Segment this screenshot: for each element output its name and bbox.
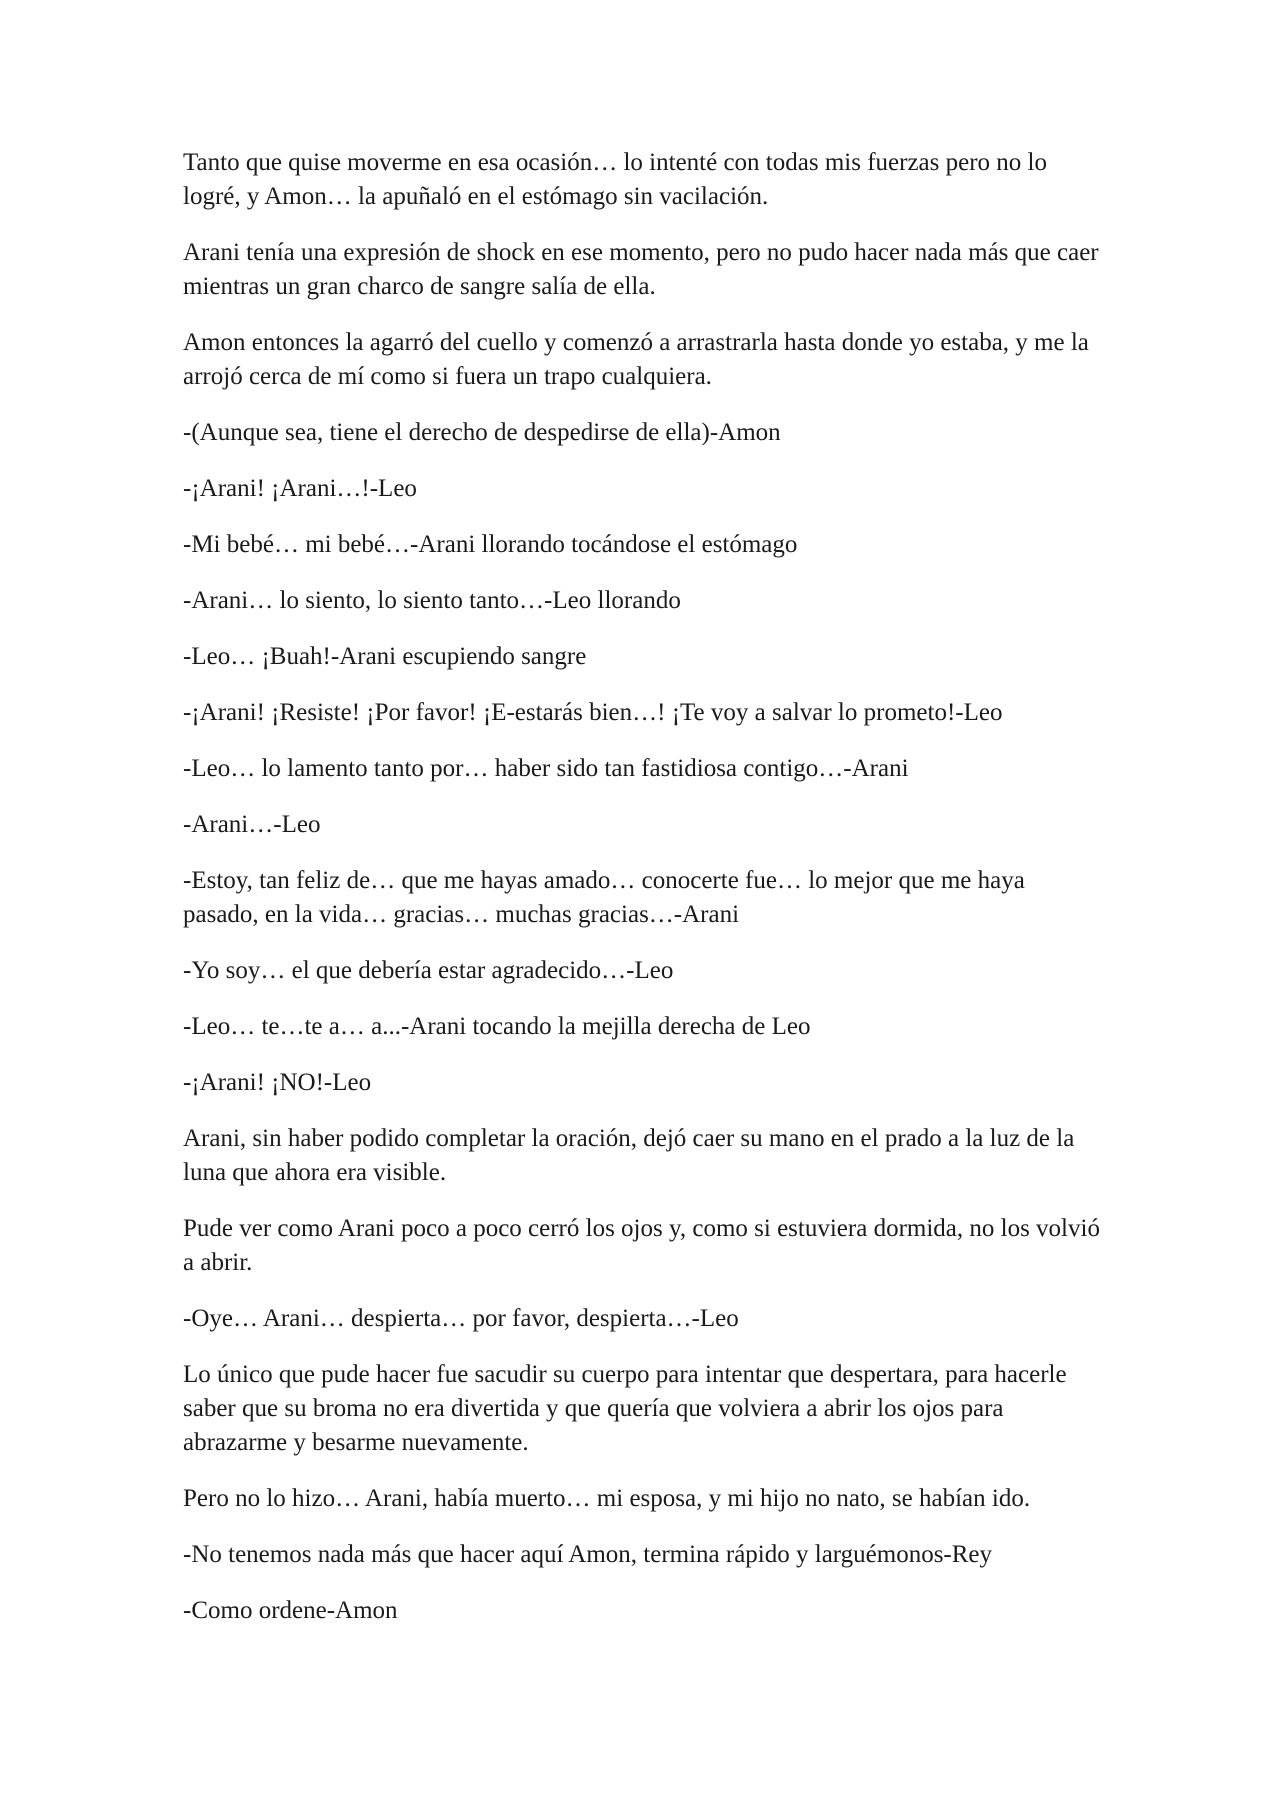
paragraph: Arani, sin haber podido completar la oración, dejó caer su mano en el prado a la luz de la luna que ahora era visible. bbox=[183, 1125, 1075, 1186]
paragraph: Tanto que quise moverme en esa ocasión… lo intenté con todas mis fuerzas pero no lo logré, y Amon… la apuñaló en el estómago sin vacilación. bbox=[183, 149, 1047, 210]
paragraph: Pude ver como Arani poco a poco cerró los ojos y, como si estuviera dormida, no los volvió a abrir. bbox=[183, 1215, 1100, 1276]
dialogue-line: -(Aunque sea, tiene el derecho de despedirse de ella)-Amon bbox=[183, 419, 781, 446]
paragraph: Lo único que pude hacer fue sacudir su cuerpo para intentar que despertara, para hacerle saber que su broma no era divertida y que quería que volviera a abrir los ojos para abrazarme y besarme nuevamente. bbox=[183, 1361, 1067, 1456]
dialogue-line: -No tenemos nada más que hacer aquí Amon, termina rápido y larguémonos-Rey bbox=[183, 1541, 993, 1568]
dialogue-line: -Como ordene-Amon bbox=[183, 1597, 398, 1624]
dialogue-line: -Arani… lo siento, lo siento tanto…-Leo llorando bbox=[183, 587, 681, 614]
dialogue-line: -Yo soy… el que debería estar agradecido…-Leo bbox=[183, 957, 674, 984]
dialogue-line: -Leo… ¡Buah!-Arani escupiendo sangre bbox=[183, 643, 587, 670]
dialogue-line: -¡Arani! ¡NO!-Leo bbox=[183, 1069, 372, 1096]
dialogue-line: -¡Arani! ¡Arani…!-Leo bbox=[183, 475, 417, 502]
dialogue-line: -Estoy, tan feliz de… que me hayas amado… conocerte fue… lo mejor que me haya pasado, en la vida… gracias… muchas gracias…-Arani bbox=[183, 867, 1025, 928]
document-body bbox=[183, 146, 1103, 1650]
paragraph: Arani tenía una expresión de shock en ese momento, pero no pudo hacer nada más que caer mientras un gran charco de sangre salía de ella. bbox=[183, 239, 1099, 300]
dialogue-line: -¡Arani! ¡Resiste! ¡Por favor! ¡E-estarás bien…! ¡Te voy a salvar lo prometo!-Leo bbox=[183, 699, 1003, 726]
dialogue-line: -Mi bebé… mi bebé…-Arani llorando tocándose el estómago bbox=[183, 531, 798, 558]
paragraph: Pero no lo hizo… Arani, había muerto… mi esposa, y mi hijo no nato, se habían ido. bbox=[183, 1485, 1031, 1512]
dialogue-line: -Oye… Arani… despierta… por favor, despierta…-Leo bbox=[183, 1305, 739, 1332]
dialogue-line: -Arani…-Leo bbox=[183, 811, 321, 838]
dialogue-line: -Leo… te…te a… a...-Arani tocando la mejilla derecha de Leo bbox=[183, 1013, 811, 1040]
dialogue-line: -Leo… lo lamento tanto por… haber sido tan fastidiosa contigo…-Arani bbox=[183, 755, 909, 782]
paragraph: Amon entonces la agarró del cuello y comenzó a arrastrarla hasta donde yo estaba, y me la arrojó cerca de mí como si fuera un trapo cualquiera. bbox=[183, 329, 1089, 390]
